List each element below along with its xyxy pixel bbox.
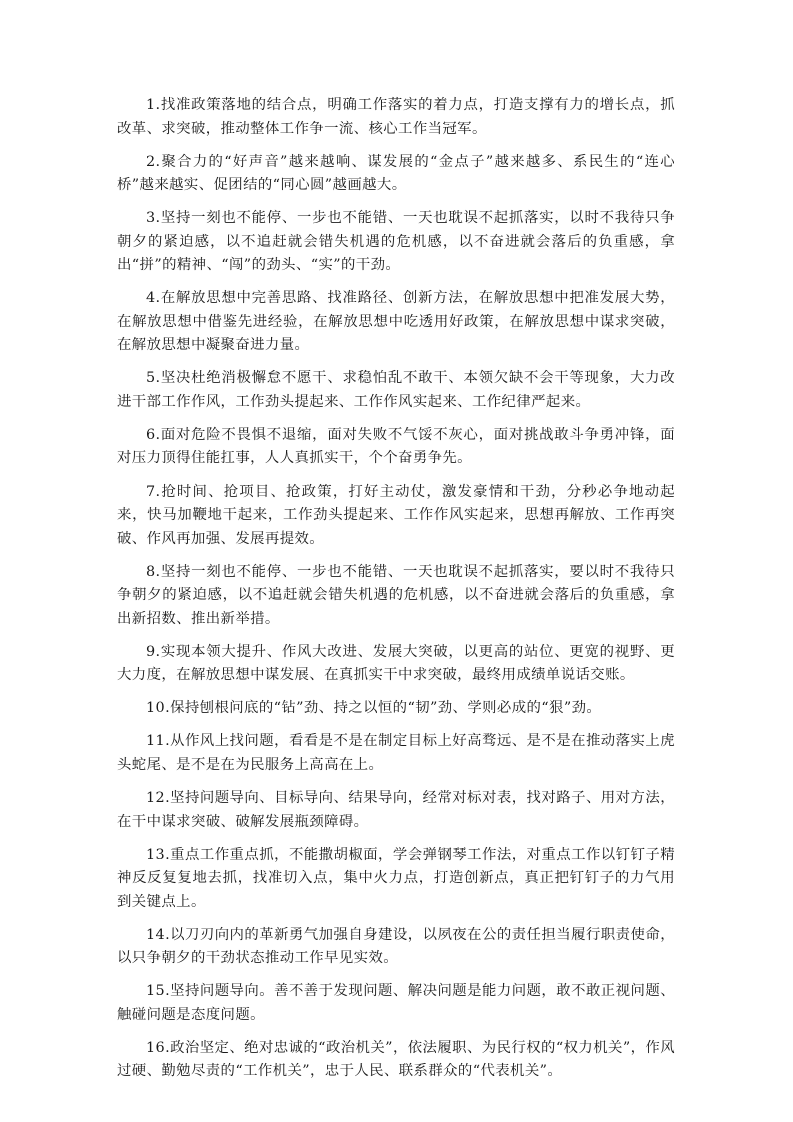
paragraph-14: 14.以刀刃向内的革新勇气加强自身建设，以夙夜在公的责任担当履行职责使命，以只争朝夕的干劲状态推动工作早见实效。 — [117, 926, 675, 967]
paragraph-7: 7.抢时间、抢项目、抢政策，打好主动仗，激发豪情和干劲，分秒必争地动起来，快马加鞭地干起来，工作劲头提起来、工作作风实起来，思想再解放、工作再突破、作风再加强、发展再提效。 — [117, 483, 675, 547]
document-body — [117, 94, 675, 1094]
paragraph-16: 16.政治坚定、绝对忠诚的“政治机关”，依法履职、为民行权的“权力机关”，作风过硬、勤勉尽责的“工作机关”，忠于人民、联系群众的“代表机关”。 — [117, 1039, 675, 1080]
paragraph-13: 13.重点工作重点抓，不能撒胡椒面，学会弹钢琴工作法，对重点工作以钉钉子精神反反复复地去抓，找准切入点，集中火力点，打造创新点，真正把钉钉子的力气用到关键点上。 — [117, 846, 675, 910]
paragraph-5: 5.坚决杜绝消极懈怠不愿干、求稳怕乱不敢干、本领欠缺不会干等现象，大力改进干部工作作风，工作劲头提起来、工作作风实起来、工作纪律严起来。 — [117, 370, 675, 410]
paragraph-15: 15.坚持问题导向。善不善于发现问题、解决问题是能力问题，敢不敢正视问题、触碰问题是态度问题。 — [117, 983, 675, 1023]
paragraph-1: 1.找准政策落地的结合点，明确工作落实的着力点，打造支撑有力的增长点，抓改革、求突破，推动整体工作争一流、核心工作当冠军。 — [117, 97, 675, 137]
paragraph-11: 11.从作风上找问题，看看是不是在制定目标上好高骛远、是不是在推动落实上虎头蛇尾、是不是在为民服务上高高在上。 — [117, 733, 675, 773]
paragraph-3: 3.坚持一刻也不能停、一步也不能错、一天也耽误不起抓落实，以时不我待只争朝夕的紧迫感，以不追赶就会错失机遇的危机感，以不奋进就会落后的负重感，拿出“拼”的精神、“闯”的劲头、“实”的干劲。 — [117, 210, 675, 274]
paragraph-4: 4.在解放思想中完善思路、找准路径、创新方法，在解放思想中把准发展大势，在解放思想中借鉴先进经验，在解放思想中吃透用好政策，在解放思想中谋求突破，在解放思想中凝聚奋进力量。 — [117, 290, 675, 354]
paragraph-8: 8.坚持一刻也不能停、一步也不能错、一天也耽误不起抓落实，要以时不我待只争朝夕的紧迫感，以不追赶就会错失机遇的危机感，以不奋进就会落后的负重感，拿出新招数、推出新举措。 — [117, 563, 675, 627]
paragraph-2: 2.聚合力的“好声音”越来越响、谋发展的“金点子”越来越多、系民生的“连心桥”越来越实、促团结的“同心圆”越画越大。 — [117, 153, 675, 194]
paragraph-9: 9.实现本领大提升、作风大改进、发展大突破，以更高的站位、更宽的视野、更大力度，在解放思想中谋发展、在真抓实干中求突破，最终用成绩单说话交账。 — [117, 643, 675, 684]
paragraph-10: 10.保持刨根问底的“钻”劲、持之以恒的“韧”劲、学则必成的“狠”劲。 — [146, 700, 602, 717]
paragraph-12: 12.坚持问题导向、目标导向、结果导向，经常对标对表，找对路子、用对方法，在干中谋求突破、破解发展瓶颈障碍。 — [117, 790, 675, 830]
paragraph-6: 6.面对危险不畏惧不退缩，面对失败不气馁不灰心，面对挑战敢斗争勇冲锋，面对压力顶得住能扛事，人人真抓实干，个个奋勇争先。 — [117, 426, 675, 467]
